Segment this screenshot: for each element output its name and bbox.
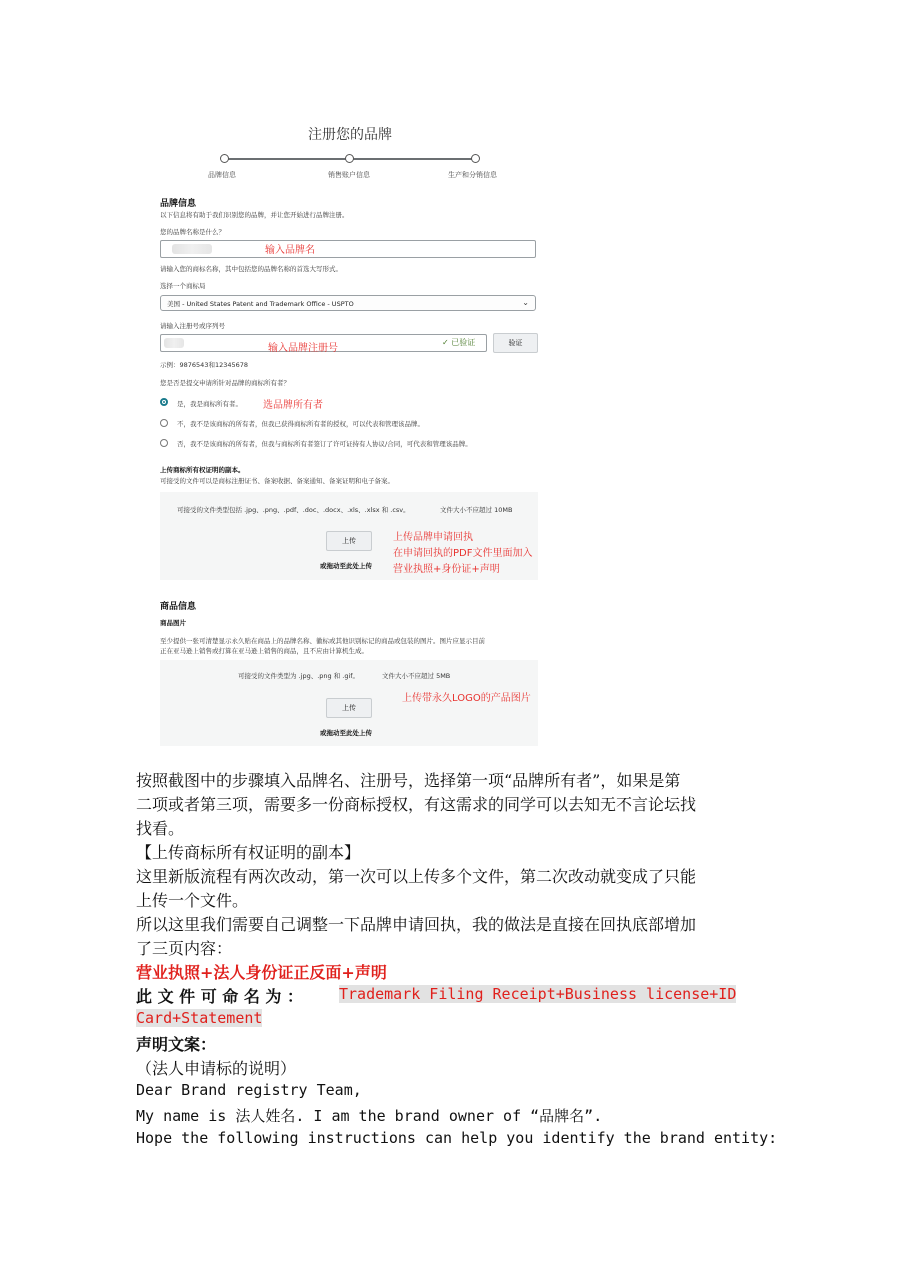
reg-number-annotation: 输入品牌注册号	[268, 343, 338, 354]
step-1-label: 品牌信息	[208, 171, 236, 179]
owner-question: 您是否是提交申请所针对品牌的商标所有者？	[160, 379, 290, 387]
letter-line1: Dear Brand registry Team,	[136, 1081, 362, 1099]
product-heading: 商品信息	[160, 602, 197, 612]
upload-heading: 上传商标所有权证明的副本。	[160, 466, 245, 474]
radio-owner-yes[interactable]	[160, 398, 168, 406]
trademark-office-select[interactable]	[160, 295, 536, 311]
page-title: 注册您的品牌	[308, 127, 392, 143]
product-desc-2: 正在亚马逊上销售或打算在亚马逊上销售的商品，且不应由计算机生成。	[160, 647, 368, 655]
brand-info-heading: 品牌信息	[160, 199, 197, 209]
letter-line3: Hope the following instructions can help you identify the brand entity:	[136, 1129, 778, 1147]
filename-label: 此 文 件 可 命 名 为 ：	[136, 987, 303, 1006]
reg-number-label: 请输入注册号或序列号	[160, 322, 225, 330]
step-3-dot	[471, 154, 480, 163]
owner-option-2: 不，我不是该商标的所有者，但我已获得商标所有者的授权，可以代表和管理该品牌。	[177, 420, 424, 428]
filename-line1: Trademark Filing Receipt+Business license+ID	[339, 985, 737, 1003]
upload-annotation-3: 营业执照+身份证+声明	[393, 564, 500, 575]
owner-option-3: 否，我不是该商标的所有者，但我与商标所有者签订了许可证持有人协议/合同，可代表和管理该品牌。	[177, 440, 472, 448]
brand-registry-screenshot	[150, 110, 550, 750]
product-drag-text: 或拖动至此处上传	[320, 729, 372, 737]
brand-info-desc: 以下信息将有助于我们识别您的品牌，并让您开始进行品牌注册。	[160, 211, 349, 219]
verified-status: ✓ 已验证	[442, 338, 476, 347]
statement-note: （法人申请标的说明）	[136, 1059, 297, 1078]
product-size: 文件大小不应超过 5MB	[382, 672, 451, 680]
trademark-office-value: 美国 - United States Patent and Trademark Office - USPTO	[167, 300, 354, 308]
para1-line1: 按照截图中的步骤填入品牌名、注册号，选择第一项“品牌所有者”，如果是第	[136, 771, 681, 790]
product-image-label: 商品图片	[160, 619, 186, 627]
redacted-reg-number	[164, 338, 184, 348]
upload-types: 可接受的文件类型包括 .jpg、.png、.pdf、.doc、.docx、.xls、.xlsx 和 .csv。	[177, 506, 410, 514]
drag-text: 或拖动至此处上传	[320, 562, 372, 570]
product-types: 可接受的文件类型为 .jpg、.png 和 .gif。	[238, 672, 360, 680]
brand-name-input[interactable]	[160, 240, 536, 258]
owner-option-1: 是，我是商标所有者。	[177, 400, 242, 408]
product-upload-button[interactable]: 上传	[326, 698, 372, 718]
owner-annotation: 选品牌所有者	[263, 400, 323, 411]
radio-owner-licensed[interactable]	[160, 439, 168, 447]
chevron-down-icon: ⌄	[522, 298, 529, 307]
para2-line2: 上传一个文件。	[136, 891, 249, 910]
upload-button[interactable]: 上传	[326, 531, 372, 551]
para1-line3: 找看。	[136, 819, 185, 838]
red-required-docs: 营业执照+法人身份证正反面+声明	[136, 963, 387, 982]
filename-line2: Card+Statement	[136, 1009, 263, 1027]
brand-name-annotation: 输入品牌名	[265, 245, 315, 256]
brand-name-hint: 请输入您的商标名称，其中包括您的品牌名称的首选大写形式。	[160, 265, 342, 273]
example-text: 示例：9876543和12345678	[160, 361, 249, 369]
para1-line2: 二项或者第三项，需要多一份商标授权，有这需求的同学可以去知无不言论坛找	[136, 795, 697, 814]
verify-button[interactable]: 验证	[493, 333, 538, 353]
product-desc-1: 至少提供一张可清楚显示永久贴在商品上的品牌名称、徽标或其他识别标记的商品或包装的图片。图片应显示目前	[160, 637, 485, 645]
radio-owner-authorized[interactable]	[160, 419, 168, 427]
brand-name-question: 您的品牌名称是什么？	[160, 228, 225, 236]
para3-line1: 所以这里我们需要自己调整一下品牌申请回执，我的做法是直接在回执底部增加	[136, 915, 697, 934]
letter-line2: My name is 法人姓名. I am the brand owner of “品牌名”.	[136, 1107, 603, 1125]
upload-desc: 可接受的文件可以是商标注册证书、备案收据、备案通知、备案证明和电子备案。	[160, 477, 394, 485]
step-3-label: 生产和分销信息	[448, 171, 497, 179]
trademark-office-label: 选择一个商标局	[160, 282, 206, 290]
step-1-dot	[220, 154, 229, 163]
step-2-label: 销售账户信息	[328, 171, 370, 179]
para3-line2: 了三页内容：	[136, 939, 233, 958]
step-2-dot	[345, 154, 354, 163]
upload-annotation-1: 上传品牌申请回执	[393, 532, 473, 543]
statement-title: 声明文案：	[136, 1035, 217, 1054]
para2-line1: 这里新版流程有两次改动，第一次可以上传多个文件，第二次改动就变成了只能	[136, 867, 697, 886]
upload-annotation-2: 在申请回执的PDF文件里面加入	[393, 548, 533, 559]
product-annotation: 上传带永久LOGO的产品图片	[402, 693, 531, 704]
section-title: 【上传商标所有权证明的副本】	[136, 843, 361, 862]
redacted-brand-name	[172, 244, 212, 254]
upload-size: 文件大小不应超过 10MB	[440, 506, 513, 514]
